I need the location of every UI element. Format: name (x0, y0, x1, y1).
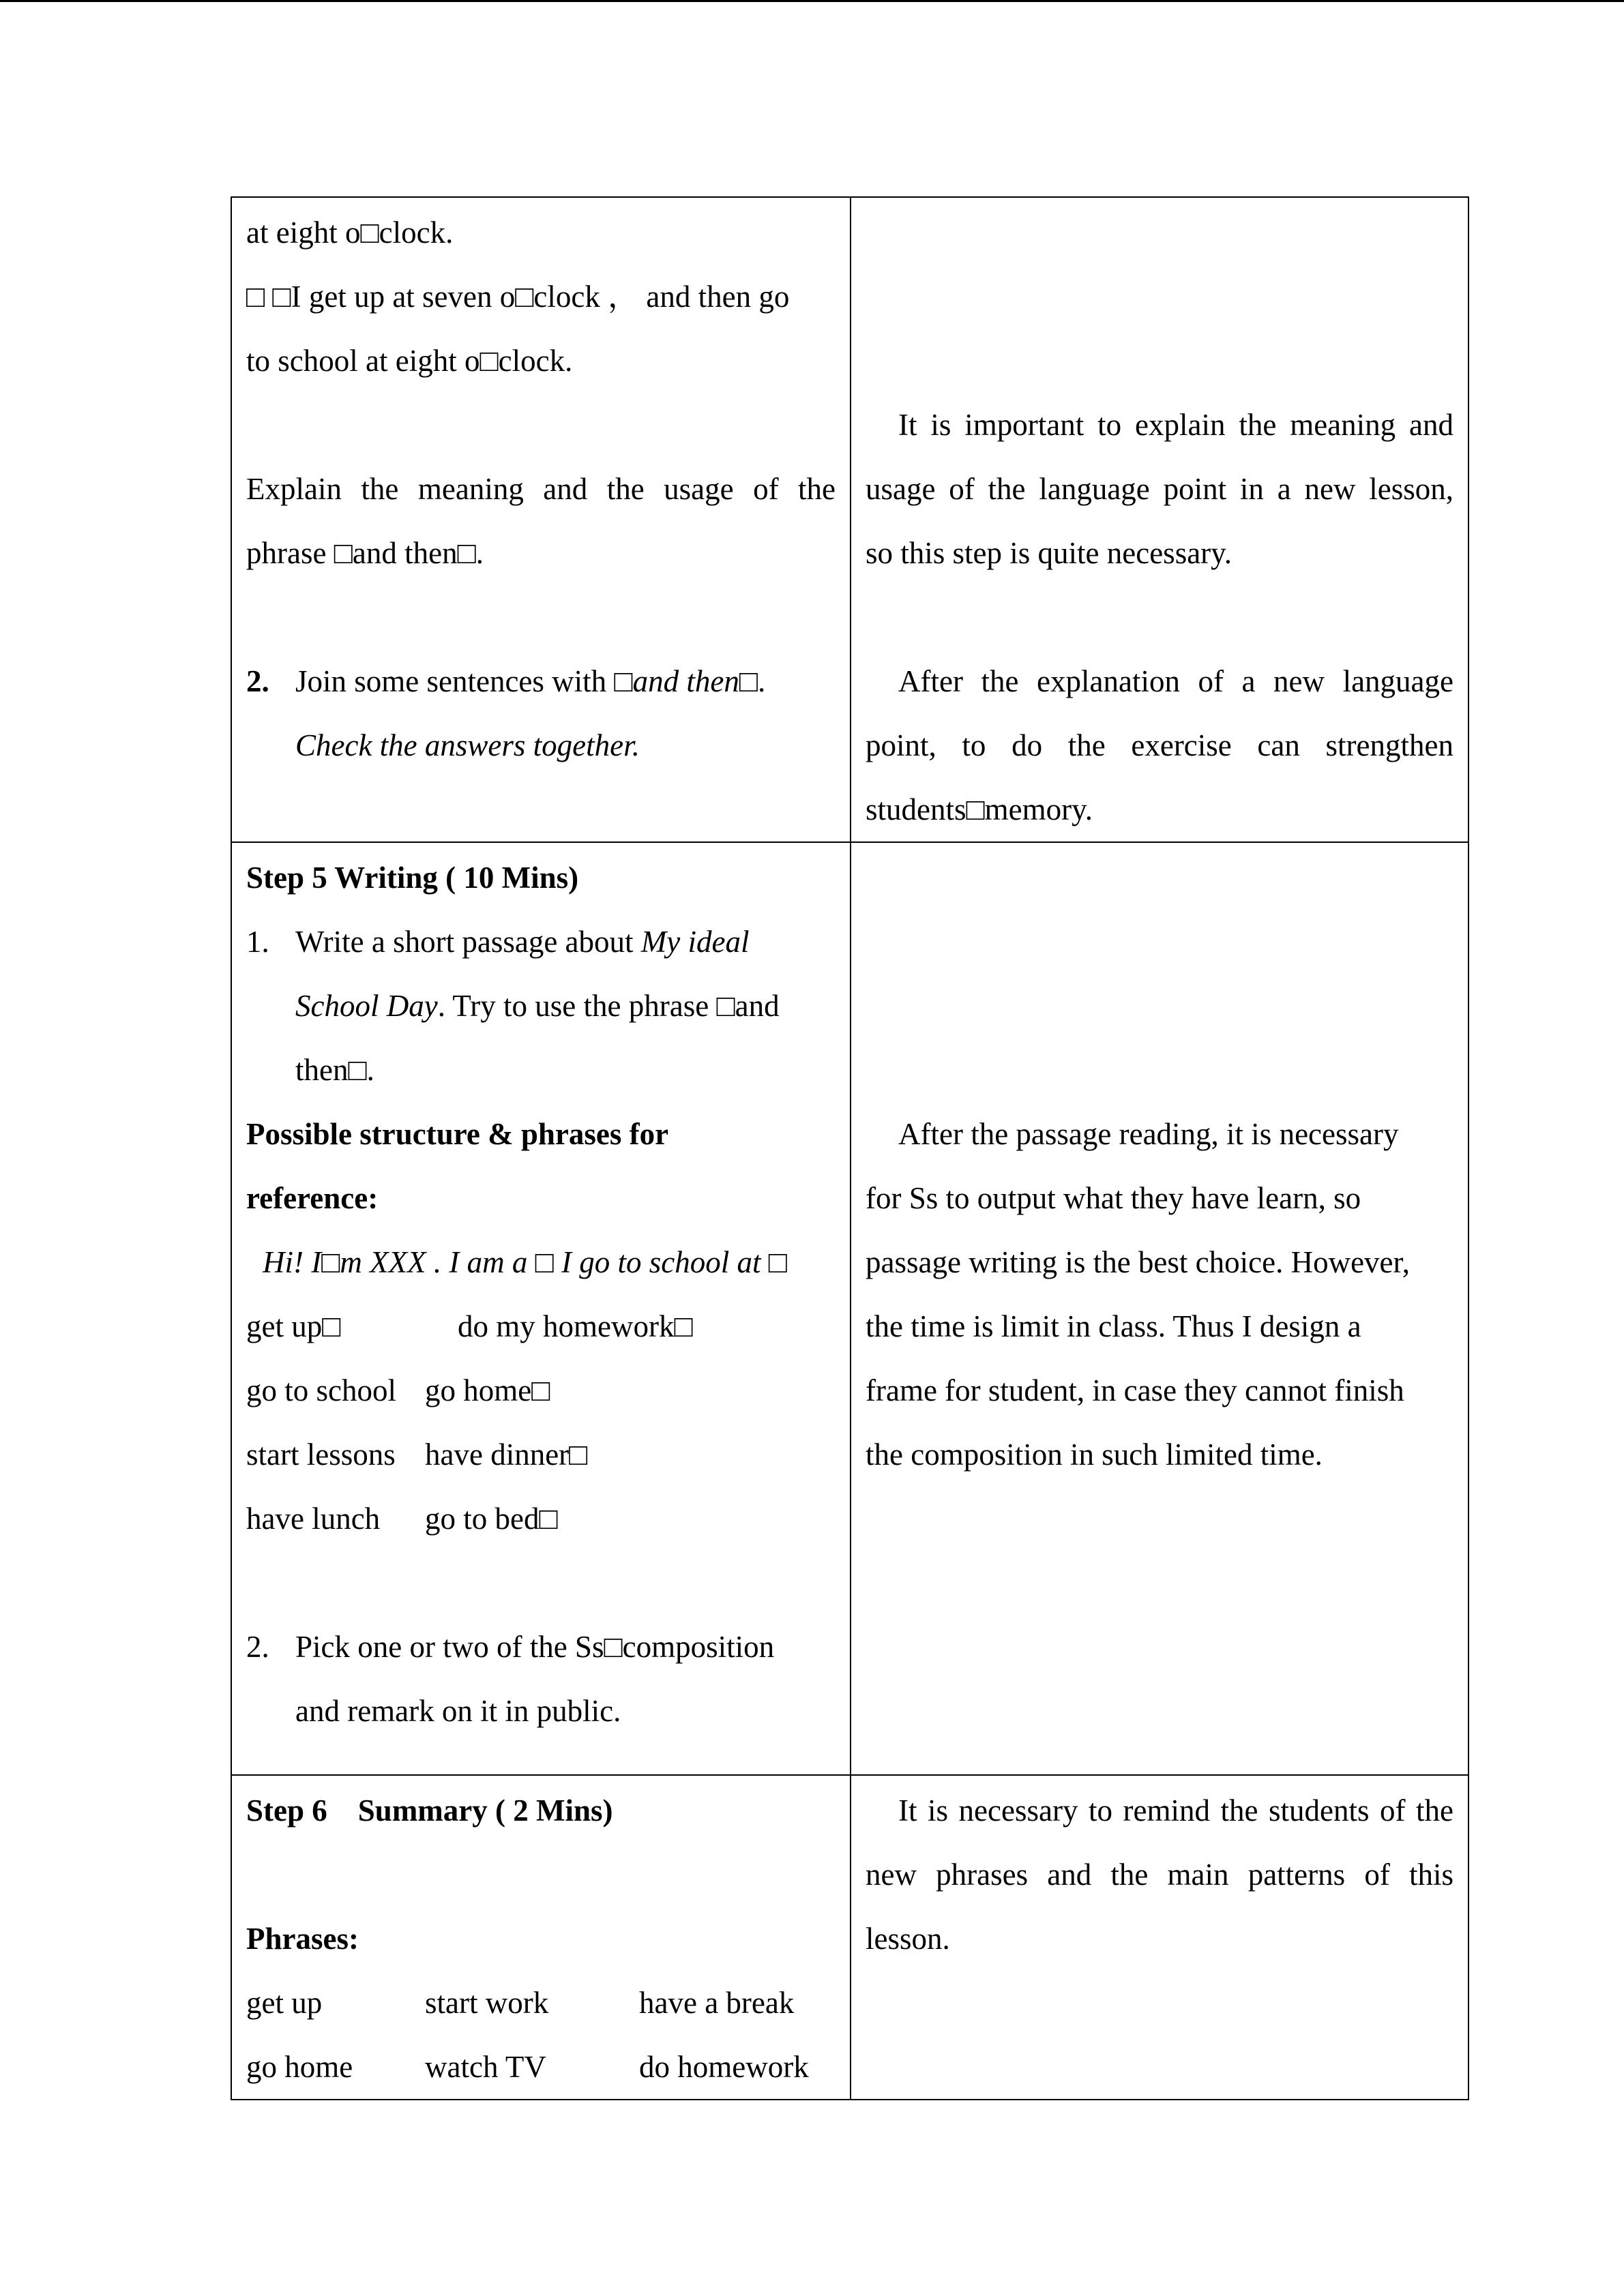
phrase: start lessons (246, 1437, 396, 1472)
purpose-line-2: for Ss to output what they have learn, so (866, 1181, 1361, 1215)
explain-line-2: phrase □and then□. (246, 536, 484, 570)
item-text: . Try to use the phrase □and (437, 989, 780, 1023)
procedure-cell (231, 197, 851, 842)
purpose-text-2-line-2: point, to do the exercise can strengthen (866, 728, 1453, 762)
phrase: have lunch (246, 1502, 381, 1536)
writing-item-2-line-2: and remark on it in public. (295, 1694, 621, 1728)
table-row-language-point (231, 197, 1468, 842)
exercise-item-2-line-2: Check the answers together. (295, 728, 640, 762)
purpose-line-3: passage writing is the best choice. However, (866, 1245, 1410, 1279)
phrase-row (246, 1358, 836, 1422)
item-text: Pick one or two of the Ss□composition (295, 1630, 775, 1664)
purpose-cell (851, 197, 1468, 842)
procedure-cell (231, 842, 851, 1775)
purpose-line-6: the composition in such limited time. (866, 1437, 1323, 1472)
spacer (866, 329, 1453, 393)
phrase: have dinner□ (425, 1437, 588, 1472)
item-text: Write a short passage about (295, 925, 641, 959)
writing-item-1-line-3: then□. (295, 1053, 374, 1087)
purpose-line-3: lesson. (866, 1922, 950, 1956)
spacer (866, 846, 1453, 910)
item-title: School Day (295, 989, 438, 1023)
step-heading: Step 5 Writing ( 10 Mins) (246, 861, 579, 895)
procedure-cell (231, 1775, 851, 2100)
purpose-line-4: the time is limit in class. Thus I design a (866, 1309, 1361, 1343)
phrase: go home□ (425, 1373, 550, 1407)
phrase-row (246, 2035, 836, 2099)
exercise-item-2 (246, 649, 836, 713)
example-line-1: at eight o□clock. (246, 215, 454, 250)
phrase: go to bed□ (425, 1502, 558, 1536)
exercise-punct: □. (739, 664, 766, 698)
phrase: start work (425, 1986, 549, 2020)
phrase: go to school (246, 1373, 396, 1407)
item-title: My ideal (640, 925, 750, 959)
spacer (246, 1551, 836, 1615)
writing-item-1-line-2 (246, 974, 836, 1038)
spacer (866, 974, 1453, 1038)
purpose-line-5: frame for student, in case they cannot finish (866, 1373, 1404, 1407)
exercise-text: Join some sentences with □ (295, 664, 633, 698)
step-heading: Step 6 Summary ( 2 Mins) (246, 1793, 613, 1828)
example-line-3: to school at eight o□clock. (246, 344, 573, 378)
list-number: 1. (246, 925, 269, 959)
phrase: do my homework□ (458, 1309, 693, 1343)
purpose-text-1-line-3: so this step is quite necessary. (866, 536, 1232, 570)
phrase-row (246, 1487, 836, 1551)
purpose-text-1-line-2: usage of the language point in a new lesson, (866, 472, 1453, 506)
spacer (246, 1843, 836, 1907)
possible-structure-heading-1: Possible structure & phrases for (246, 1117, 669, 1151)
explain-line-1: Explain the meaning and the usage of the (246, 472, 836, 506)
phrase-row (246, 1294, 836, 1358)
page-top-border (0, 0, 1624, 2)
purpose-line-1: It is necessary to remind the students of the (898, 1793, 1453, 1828)
list-number: 2. (246, 1630, 269, 1664)
purpose-cell (851, 842, 1468, 1775)
phrase-row (246, 1422, 836, 1487)
possible-structure-heading-2: reference: (246, 1181, 379, 1215)
example-line-2: □ □I get up at seven o□clock ， and then go (246, 280, 790, 314)
table-row-writing (231, 842, 1468, 1775)
phrase: get up□ (246, 1309, 341, 1343)
phrase: watch TV (425, 2050, 546, 2084)
purpose-text-2-line-3: students□memory. (866, 792, 1093, 826)
phrase: get up (246, 1986, 323, 2020)
phrases-label: Phrases: (246, 1922, 359, 1956)
list-number: 2. (246, 664, 269, 698)
spacer (246, 585, 836, 649)
writing-item-2 (246, 1615, 836, 1679)
purpose-line-2: new phrases and the main patterns of this (866, 1858, 1453, 1892)
purpose-line-1: After the passage reading, it is necessary (898, 1117, 1399, 1151)
phrase-row (246, 1971, 836, 2035)
phrase: go home (246, 2050, 353, 2084)
spacer (866, 200, 1453, 265)
exercise-phrase: and then (632, 664, 739, 698)
template-sentence: Hi! I□m XXX . I am a □ I go to school at □ (263, 1245, 787, 1279)
table-row-summary (231, 1775, 1468, 2100)
spacer (866, 910, 1453, 974)
purpose-text-1-line-1: It is important to explain the meaning and (898, 408, 1453, 442)
purpose-cell (851, 1775, 1468, 2100)
writing-item-1 (246, 910, 836, 974)
spacer (866, 585, 1453, 649)
lesson-plan-table (231, 196, 1469, 2100)
spacer (246, 393, 836, 457)
purpose-text-2-line-1: After the explanation of a new language (898, 664, 1453, 698)
phrase: have a break (639, 1986, 795, 2020)
phrase: do homework (639, 2050, 809, 2084)
spacer (866, 265, 1453, 329)
spacer (866, 1038, 1453, 1102)
